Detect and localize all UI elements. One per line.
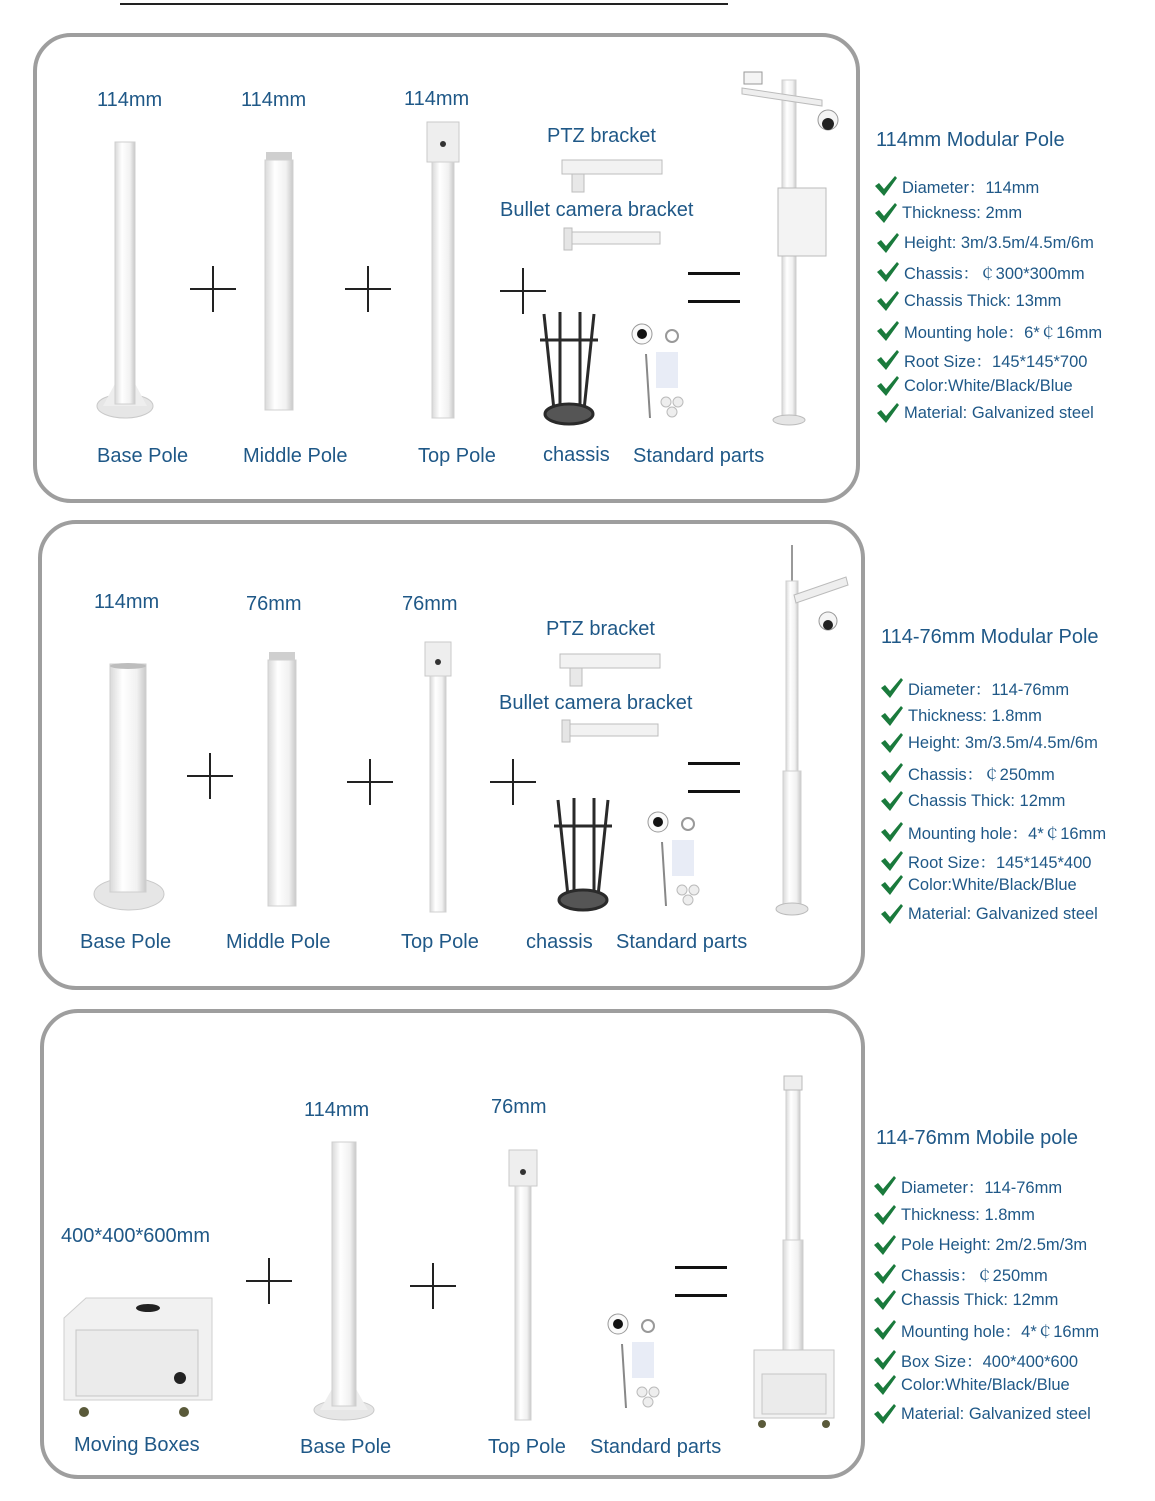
check-icon (873, 1175, 897, 1197)
check-icon (880, 732, 904, 754)
spec-item: Color:White/Black/Blue (880, 874, 1077, 896)
middle-pole-image (262, 150, 296, 412)
check-icon (876, 232, 900, 254)
ptz-bracket-label: PTZ bracket (547, 125, 656, 147)
middle-pole-label: Middle Pole (226, 931, 331, 953)
standard-parts-label: Standard parts (633, 445, 765, 467)
chassis-image (536, 310, 602, 428)
check-icon (876, 349, 900, 371)
check-icon (880, 903, 904, 925)
check-icon (873, 1263, 897, 1285)
equals-icon (675, 1266, 727, 1298)
spec-item: Material: Galvanized steel (880, 903, 1098, 925)
check-icon (880, 850, 904, 872)
check-icon (880, 821, 904, 843)
standard-parts-label: Standard parts (616, 931, 748, 953)
panel1-title: 114mm Modular Pole (876, 129, 1065, 151)
middle-pole-diameter: 114mm (241, 89, 307, 111)
middle-pole-image (265, 650, 299, 910)
middle-pole-label: Middle Pole (243, 445, 348, 467)
spec-item: Color:White/Black/Blue (876, 375, 1073, 397)
base-pole-label: Base Pole (80, 931, 172, 953)
top-pole-diameter: 76mm (402, 593, 458, 615)
plus-icon (187, 753, 233, 799)
ptz-bracket-label: PTZ bracket (546, 618, 655, 640)
ptz-bracket-image (560, 158, 664, 194)
spec-item: Chassis：￠300*300mm (876, 260, 1085, 284)
spec-item: Diameter：114mm (874, 174, 1039, 198)
check-icon (880, 762, 904, 784)
spec-item: Root Size：145*145*700 (876, 348, 1087, 372)
spec-item: Box Size：400*400*600 (873, 1348, 1078, 1372)
spec-item: Thickness: 2mm (874, 202, 1022, 224)
check-icon (876, 402, 900, 424)
bullet-bracket-image (562, 228, 662, 250)
check-icon (880, 705, 904, 727)
check-icon (873, 1234, 897, 1256)
standard-parts-image (646, 810, 706, 910)
check-icon (873, 1319, 897, 1341)
check-icon (873, 1204, 897, 1226)
plus-icon (490, 759, 536, 805)
spec-item: Diameter：114-76mm (880, 676, 1069, 700)
spec-item: Material: Galvanized steel (876, 402, 1094, 424)
check-icon (873, 1349, 897, 1371)
check-icon (874, 175, 898, 197)
top-rule (120, 3, 728, 5)
spec-item: Chassis Thick: 12mm (873, 1289, 1058, 1311)
middle-pole-diameter: 76mm (246, 593, 302, 615)
check-icon (874, 202, 898, 224)
box-dimension: 400*400*600mm (61, 1225, 210, 1247)
chassis-label: chassis (543, 444, 610, 466)
spec-item: Chassis：￠250mm (880, 761, 1055, 785)
spec-item: Height: 3m/3.5m/4.5m/6m (876, 232, 1094, 254)
spec-item: Color:White/Black/Blue (873, 1374, 1070, 1396)
check-icon (876, 290, 900, 312)
ptz-bracket-image (558, 652, 662, 688)
spec-item: Pole Height: 2m/2.5m/3m (873, 1234, 1087, 1256)
moving-boxes-label: Moving Boxes (74, 1434, 200, 1456)
check-icon (873, 1289, 897, 1311)
spec-item: Chassis Thick: 13mm (876, 290, 1061, 312)
spec-item: Thickness: 1.8mm (880, 705, 1042, 727)
spec-item: Height: 3m/3.5m/4.5m/6m (880, 732, 1098, 754)
plus-icon (347, 759, 393, 805)
assembled-pole-image (772, 545, 852, 925)
top-pole-diameter: 76mm (491, 1096, 547, 1118)
standard-parts-image (630, 322, 690, 422)
spec-item: Mounting hole：4*￠16mm (873, 1318, 1099, 1342)
base-pole-diameter: 114mm (97, 89, 163, 111)
check-icon (873, 1403, 897, 1425)
top-pole-label: Top Pole (401, 931, 479, 953)
spec-item: Chassis Thick: 12mm (880, 790, 1065, 812)
plus-icon (190, 266, 236, 312)
top-pole-label: Top Pole (418, 445, 496, 467)
top-pole-image (425, 120, 461, 422)
check-icon (876, 375, 900, 397)
spec-item: Thickness: 1.8mm (873, 1204, 1035, 1226)
base-pole-label: Base Pole (97, 445, 189, 467)
assembled-pole-image (742, 70, 842, 430)
spec-item: Diameter：114-76mm (873, 1174, 1062, 1198)
panel2-title: 114-76mm Modular Pole (881, 626, 1099, 648)
equals-icon (688, 762, 740, 794)
standard-parts-image (606, 1312, 666, 1412)
base-pole-image (312, 1140, 376, 1424)
base-pole-image (95, 140, 155, 422)
bullet-camera-bracket-label: Bullet camera bracket (500, 199, 694, 221)
plus-icon (500, 268, 546, 314)
base-pole-diameter: 114mm (304, 1099, 370, 1121)
plus-icon (345, 266, 391, 312)
top-pole-label: Top Pole (488, 1436, 566, 1458)
check-icon (880, 790, 904, 812)
standard-parts-label: Standard parts (590, 1436, 722, 1458)
check-icon (876, 261, 900, 283)
check-icon (876, 320, 900, 342)
spec-item: Mounting hole：4*￠16mm (880, 820, 1106, 844)
moving-box-image (60, 1296, 216, 1420)
base-pole-diameter: 114mm (94, 591, 160, 613)
chassis-image (550, 796, 616, 914)
top-pole-diameter: 114mm (404, 88, 470, 110)
top-pole-image (423, 640, 453, 916)
plus-icon (246, 1258, 292, 1304)
base-pole-image (92, 660, 166, 914)
check-icon (880, 874, 904, 896)
spec-item: Mounting hole：6*￠16mm (876, 319, 1102, 343)
chassis-label: chassis (526, 931, 593, 953)
equals-icon (688, 272, 740, 304)
bullet-bracket-image (560, 720, 660, 742)
spec-item: Root Size：145*145*400 (880, 849, 1091, 873)
base-pole-label: Base Pole (300, 1436, 392, 1458)
check-icon (880, 677, 904, 699)
panel3-title: 114-76mm Mobile pole (876, 1127, 1078, 1149)
spec-item: Chassis：￠250mm (873, 1262, 1048, 1286)
assembled-mobile-pole-image (748, 1074, 840, 1430)
check-icon (873, 1374, 897, 1396)
bullet-camera-bracket-label: Bullet camera bracket (499, 692, 693, 714)
spec-item: Material: Galvanized steel (873, 1403, 1091, 1425)
top-pole-image (507, 1148, 539, 1424)
plus-icon (410, 1263, 456, 1309)
